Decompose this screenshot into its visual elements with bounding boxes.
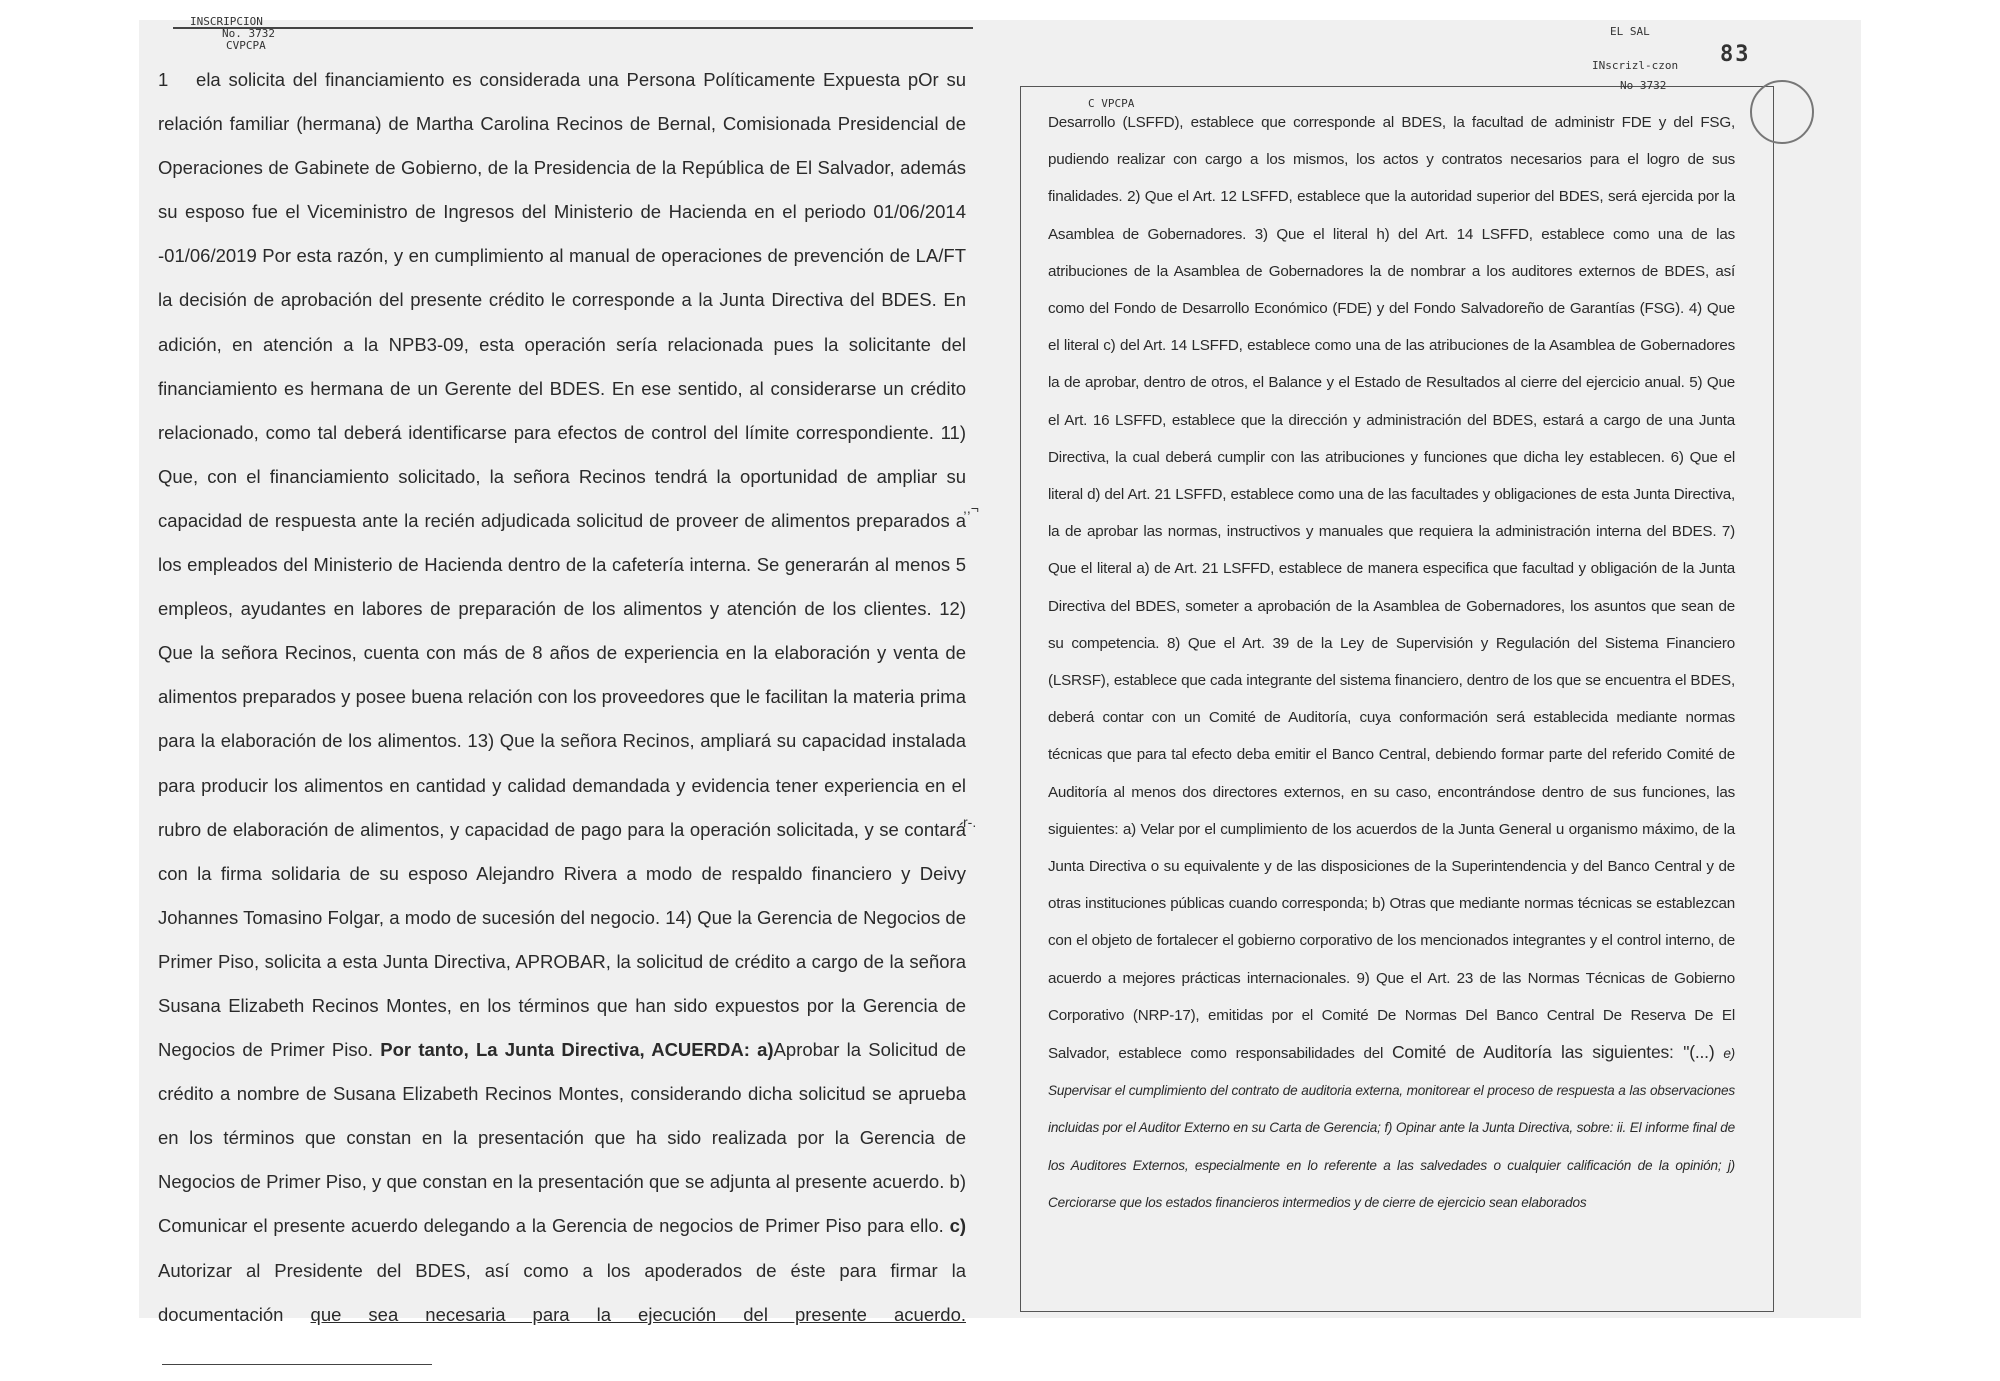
margin-mark-2: r-. [963,814,977,830]
round-seal-icon [1750,80,1814,144]
top-rule [173,27,973,29]
left-paragraph-3: Autorizar al Presidente del BDES, así como a los apoderados de éste para firmar la documentación [158,1259,966,1325]
left-paragraph-end: que sea necesaria para la ejecución del presente acuerdo. [310,1303,967,1325]
paragraph-number: 1 [158,69,169,90]
right-paragraph-italic: e) Supervisar el cumplimiento del contrato de auditoria externa, monitorear el proceso de respuesta a las observaciones incluidas por el Auditor Externo en su Carta de Gerencia; f) Opinar ante la Junta Directiva, sobre: ii. El informe final de los Auditores Externos, especialmente en lo referente a las salvedades o cualquier calificación de la opinión; j) Cerciorarse que los estados financieros intermedios y de cierre de ejercicio sean elaborados [1048,1046,1735,1210]
right-page [1020,22,1840,1317]
right-stamp-line-3: No 3732 [1620,79,1667,92]
left-paragraph-1: ela solicita del financiamiento es considerada una Persona Políticamente Expuesta pOr su relación familiar (hermana) de Martha Carolina Recinos de Bernal, Comisionada Presidencial de Operaciones de Gabinete de Gobierno, de la Presidencia de la República de El Salvador, además su esposo fue el Viceministro de Ingresos del Ministerio de Hacienda en el periodo 01/06/2014 -01/06/2019 Por esta razón, y en cumplimiento al manual de operaciones de prevención de LA/FT la decisión de aprobación del presente crédito le corresponde a la Junta Directiva del BDES. En adición, en atención a la NPB3-09, esta operación sería relacionada pues la solicitante del financiamiento es hermana de un Gerente del BDES. En ese sentido, al considerarse un crédito relacionado, como tal deberá identificarse para efectos de control del límite correspondiente. 11) Que, con el financiamiento solicitado, la señora Recinos tendrá la oportunidad de ampliar su capacidad de respuesta ante la recién adjudicada solicitud de proveer de alimentos preparados a los empleados del Ministerio de Hacienda dentro de la cafetería interna. Se generarán al menos 5 empleos, ayudantes en labores de preparación de los alimentos y atención de los clientes. 12) Que la señora Recinos, cuenta con más de 8 años de experiencia en la elaboración y venta de alimentos preparados y posee buena relación con los proveedores que le facilitan la materia prima para la elaboración de los alimentos. 13) Que la señora Recinos, ampliará su capacidad instalada para producir los alimentos en cantidad y calidad demandada y evidencia tener experiencia en el rubro de elaboración de alimentos, y capacidad de pago para la operación solicitada, y se contará con la firma solidaria de su esposo Alejandro Rivera a modo de respaldo financiero y Deivy Johannes Tomasino Folgar, a modo de sucesión del negocio. 14) Que la Gerencia de Negocios de Primer Piso, solicita a esta Junta Directiva, APROBAR, la solicitud de crédito a cargo de la señora Susana Elizabeth Recinos Montes, en los términos que han sido expuestos por la Gerencia de Negocios de Primer Piso. [158,69,966,1061]
left-paragraph-2: Aprobar la Solicitud de crédito a nombre de Susana Elizabeth Recinos Montes, considerando dicha solicitud se aprueba en los términos que constan en la presentación que ha sido realizada por la Gerencia de Negocios de Primer Piso, y que constan en la presentación que se adjunta al presente acuerdo. b) Comunicar el presente acuerdo delegando a la Gerencia de negocios de Primer Piso para ello. [158,1039,967,1237]
margin-mark-1: ,,¬ [963,500,979,516]
stamp-line-1: INSCRIPCION [190,15,263,28]
right-paragraph-main: Desarrollo (LSFFD), establece que corresponde al BDES, la facultad de administr FDE y del FSG, pudiendo realizar con cargo a los mismos, los actos y contratos necesarios para el logro de sus finalidades. 2) Que el Art. 12 LSFFD, establece que la autoridad superior del BDES, será ejercida por la Asamblea de Gobernadores. 3) Que el literal h) del Art. 14 LSFFD, establece como una de las atribuciones de la Asamblea de Gobernadores la de nombrar a los auditores externos de BDES, así como del Fondo de Desarrollo Económico (FDE) y del Fondo Salvadoreño de Garantías (FSG). 4) Que el literal c) del Art. 14 LSFFD, establece como una de las atribuciones de la Asamblea de Gobernadores la de aprobar, dentro de otros, el Balance y el Estado de Resultados al cierre del ejercicio anual. 5) Que el Art. 16 LSFFD, establece que la dirección y administración del BDES, estará a cargo de una Junta Directiva, la cual deberá cumplir con las atribuciones y funciones que dicha ley establecen. 6) Que el literal d) del Art. 21 LSFFD, establece como una de las facultades y obligaciones de esta Junta Directiva, la de aprobar las normas, instructivos y manuales que requiera la administración interna del BDES. 7) Que el literal a) de Art. 21 LSFFD, establece de manera especifica que facultad y obligación de la Junta Directiva del BDES, someter a aprobación de la Asamblea de Gobernadores, los asuntos que sean de su competencia. 8) Que el Art. 39 de la Ley de Supervisión y Regulación del Sistema Financiero (LSRSF), establece que cada integrante del sistema financiero, dentro de los que se encuentra el BDES, deberá contar con un Comité de Auditoría, cuya conformación será establecida mediante normas técnicas que para tal efecto deba emitir el Banco Central, debiendo formar parte del referido Comité de Auditoría al menos dos directores externos, en su caso, encontrándose dentro de sus funciones, las siguientes: a) Velar por el cumplimiento de los acuerdos de la Junta General u organismo máximo, de la Junta Directiva o su equivalente y de las disposiciones de la Superintendencia y del Banco Central y de otras instituciones públicas cuando corresponda; b) Otras que mediante normas técnicas se establezcan con el objeto de fortalecer el gobierno corporativo de los mencionados integrantes y el control interno, de acuerdo a mejores prácticas internacionales. 9) Que el Art. 23 de las Normas Técnicas de Gobierno Corporativo (NRP-17), emitidas por el Comité De Normas Del Banco Central De Reserva De El Salvador, establece como responsabilidades del [1048,114,1735,1063]
right-paragraph-heading: Comité de Auditoría las siguientes: "(...) [1391,1042,1715,1063]
right-stamp-line-1: EL SAL [1610,25,1650,38]
right-stamp-line-2: INscrizl-czon [1592,59,1679,72]
page-number: 83 [1720,42,1751,67]
stamp-line-2: No. 3732 [222,27,275,40]
right-body-text [1048,104,1735,1221]
stamp-line-3: CVPCPA [226,39,266,52]
left-page [158,15,979,1325]
left-body-text [158,58,966,1381]
right-stamp-left: C VPCPA [1088,97,1135,110]
closing-rule [162,1364,432,1365]
acuerda-heading: Por tanto, La Junta Directiva, ACUERDA: a) [380,1039,774,1061]
inscription-stamp [190,16,275,52]
item-c-label: c) [949,1215,967,1237]
